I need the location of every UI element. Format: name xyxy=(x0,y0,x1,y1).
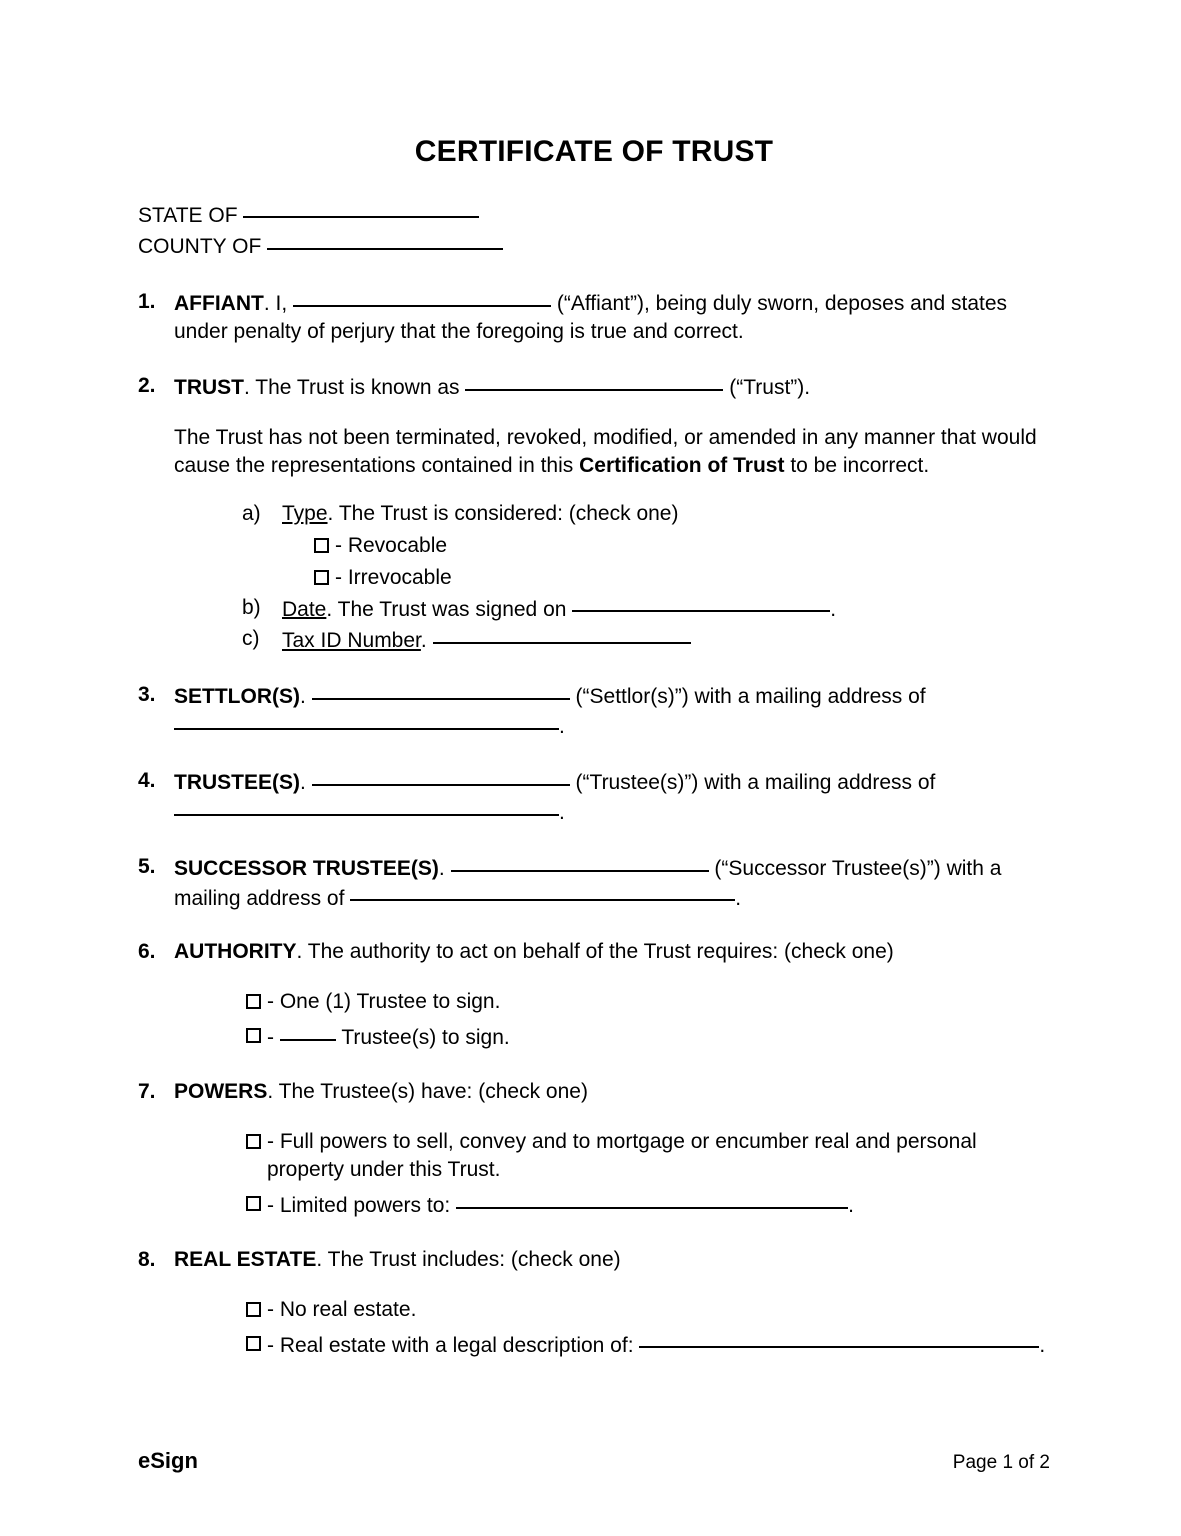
county-of-label: COUNTY OF xyxy=(138,234,262,258)
powers-option-full[interactable] xyxy=(246,1128,1050,1184)
successor-trustees-address-blank[interactable] xyxy=(350,880,735,902)
section-authority-number: 6. xyxy=(138,940,156,964)
trust-sub-b-text xyxy=(282,594,1050,624)
trustees-address-blank[interactable] xyxy=(174,794,559,816)
authority-option-n-suffix: Trustee(s) to sign. xyxy=(341,1026,510,1050)
successor-trustees-name-blank[interactable] xyxy=(451,850,709,872)
powers-option-limited-prefix: - Limited powers to: xyxy=(267,1193,451,1217)
trust-sub-c xyxy=(242,625,1050,655)
authority-option-n-trustees[interactable] xyxy=(246,1022,1050,1052)
powers-options xyxy=(246,1128,1050,1220)
state-of-blank[interactable] xyxy=(243,197,479,219)
trust-sublist xyxy=(242,500,1050,655)
trust-sub-b-term: Date xyxy=(282,597,327,621)
section-powers xyxy=(138,1078,1050,1220)
settlors-name-blank[interactable] xyxy=(312,678,570,700)
real-estate-option-suffix: . xyxy=(1039,1333,1046,1357)
trust-statement-part1: The Trust has not been terminated, revoked, modified, or amended in any manner that would cause the representations contained in this xyxy=(174,425,1037,477)
real-estate-option-with-description-label xyxy=(267,1330,1050,1360)
checkbox-icon[interactable] xyxy=(246,1028,261,1043)
section-settlors xyxy=(138,681,1050,741)
section-real-estate-heading: REAL ESTATE xyxy=(174,1247,317,1271)
section-affiant-heading: AFFIANT xyxy=(174,292,264,316)
trust-statement-part2: to be incorrect. xyxy=(790,453,930,477)
section-settlors-text-end: . xyxy=(559,715,565,739)
checkbox-icon[interactable] xyxy=(314,538,329,553)
trust-type-option-irrevocable[interactable] xyxy=(314,564,1050,592)
section-trust-heading: TRUST xyxy=(174,375,244,399)
affiant-name-blank[interactable] xyxy=(293,285,551,307)
section-real-estate-body xyxy=(174,1246,1050,1360)
section-trustees-text-after: (“Trustee(s)”) with a mailing address of xyxy=(575,770,936,794)
authority-option-n-prefix: - xyxy=(267,1026,274,1050)
trust-sub-c-label: c) xyxy=(242,627,260,651)
section-settlors-heading: SETTLOR(S) xyxy=(174,685,300,709)
trust-type-option-revocable[interactable] xyxy=(314,532,1050,560)
trust-sub-c-term: Tax ID Number xyxy=(282,629,421,653)
section-affiant xyxy=(138,288,1050,346)
state-of-label: STATE OF xyxy=(138,203,238,227)
checkbox-icon[interactable] xyxy=(314,570,329,585)
trust-statement-bold-term: Certification of Trust xyxy=(579,453,785,477)
powers-option-full-label: - Full powers to sell, convey and to mortgage or encumber real and personal property under this Trust. xyxy=(267,1130,977,1181)
section-settlors-text-before: . xyxy=(300,685,306,709)
section-powers-number: 7. xyxy=(138,1080,156,1104)
section-trustees-heading: TRUSTEE(S) xyxy=(174,770,300,794)
section-powers-heading: POWERS xyxy=(174,1080,268,1104)
section-settlors-text-after: (“Settlor(s)”) with a mailing address of xyxy=(575,685,926,709)
state-of-line xyxy=(138,200,1050,231)
authority-options xyxy=(246,988,1050,1052)
trust-sub-a-text xyxy=(282,500,1050,528)
section-trust xyxy=(138,372,1050,655)
section-authority-text: . The authority to act on behalf of the Trust requires: (check one) xyxy=(296,940,894,964)
section-real-estate xyxy=(138,1246,1050,1360)
section-successor-trustees-body xyxy=(174,853,1050,913)
county-of-blank[interactable] xyxy=(267,228,503,250)
trust-sub-a-term: Type xyxy=(282,501,328,525)
section-authority-heading: AUTHORITY xyxy=(174,940,297,964)
checkbox-icon[interactable] xyxy=(246,1134,261,1149)
section-settlors-number: 3. xyxy=(138,683,156,707)
settlors-address-blank[interactable] xyxy=(174,708,559,730)
trust-statement-paragraph xyxy=(174,424,1050,480)
checkbox-icon[interactable] xyxy=(246,994,261,1009)
trust-sub-a xyxy=(242,500,1050,528)
section-settlors-body xyxy=(174,681,1050,741)
real-estate-option-prefix: - Real estate with a legal description of: xyxy=(267,1333,634,1357)
trust-sub-b xyxy=(242,594,1050,624)
section-powers-text: . The Trustee(s) have: (check one) xyxy=(267,1080,588,1104)
trust-signed-date-blank[interactable] xyxy=(572,591,830,613)
section-successor-trustees xyxy=(138,853,1050,913)
authority-option-n-label xyxy=(267,1022,1050,1052)
trust-sub-a-desc: . The Trust is considered: (check one) xyxy=(327,501,679,525)
jurisdiction-block xyxy=(138,200,1050,263)
section-trust-text-before: . The Trust is known as xyxy=(244,375,460,399)
trust-sub-c-text xyxy=(282,625,1050,655)
authority-option-one-label: - One (1) Trustee to sign. xyxy=(267,990,501,1014)
section-authority-body xyxy=(174,938,1050,1052)
section-successor-trustees-text-end: . xyxy=(735,886,742,910)
trust-type-revocable-label: - Revocable xyxy=(335,533,448,557)
trust-sub-b-label: b) xyxy=(242,595,261,619)
trust-type-irrevocable-label: - Irrevocable xyxy=(335,565,452,589)
section-successor-trustees-text-after: (“Successor Trustee(s)”) with a mailing address of xyxy=(174,856,1002,910)
county-of-line xyxy=(138,231,1050,262)
real-estate-option-none[interactable] xyxy=(246,1296,1050,1324)
section-affiant-text-before: . I, xyxy=(263,292,288,316)
section-successor-trustees-number: 5. xyxy=(138,854,156,878)
authority-trustee-count-blank[interactable] xyxy=(280,1019,336,1041)
section-affiant-text-after: (“Affiant”), being duly sworn, deposes and states under penalty of perjury that the foregoing is true and correct. xyxy=(174,292,1008,344)
section-trustees-text-before: . xyxy=(300,770,306,794)
section-trustees xyxy=(138,767,1050,827)
powers-option-limited-label xyxy=(267,1190,1050,1220)
trust-name-blank[interactable] xyxy=(465,369,723,391)
trust-sub-c-desc: . xyxy=(420,629,427,653)
section-trustees-text-end: . xyxy=(559,800,565,824)
page-footer xyxy=(138,1448,1050,1474)
checkbox-icon[interactable] xyxy=(246,1196,261,1211)
trust-sub-b-end: . xyxy=(830,597,837,621)
trust-sub-b-desc: . The Trust was signed on xyxy=(326,597,567,621)
trustees-name-blank[interactable] xyxy=(312,764,570,786)
section-powers-body xyxy=(174,1078,1050,1220)
section-trust-text-after: (“Trust”). xyxy=(729,375,811,399)
section-trustees-body xyxy=(174,767,1050,827)
checkbox-icon[interactable] xyxy=(246,1302,261,1317)
section-successor-trustees-heading: SUCCESSOR TRUSTEE(S) xyxy=(174,856,439,880)
section-affiant-number: 1. xyxy=(138,290,156,314)
trust-sub-a-label: a) xyxy=(242,501,261,525)
powers-limited-description-blank[interactable] xyxy=(456,1187,848,1209)
authority-option-one-trustee[interactable] xyxy=(246,988,1050,1016)
real-estate-options xyxy=(246,1296,1050,1360)
document-content xyxy=(138,0,1050,1359)
section-trust-number: 2. xyxy=(138,374,156,398)
section-affiant-body xyxy=(174,288,1050,346)
section-real-estate-number: 8. xyxy=(138,1247,156,1271)
section-successor-trustees-text-before: . xyxy=(438,856,445,880)
section-real-estate-text: . The Trust includes: (check one) xyxy=(316,1247,621,1271)
checkbox-icon[interactable] xyxy=(246,1336,261,1351)
real-estate-legal-description-blank[interactable] xyxy=(639,1327,1039,1349)
trust-tax-id-blank[interactable] xyxy=(433,622,691,644)
powers-option-limited-suffix: . xyxy=(848,1193,854,1217)
page-number: Page 1 of 2 xyxy=(952,1452,1050,1473)
brand-logo: eSign xyxy=(138,1448,198,1473)
real-estate-option-with-description[interactable] xyxy=(246,1330,1050,1360)
real-estate-option-none-label: - No real estate. xyxy=(267,1297,417,1321)
powers-option-limited[interactable] xyxy=(246,1190,1050,1220)
section-authority xyxy=(138,938,1050,1052)
page-title: CERTIFICATE OF TRUST xyxy=(414,135,774,168)
section-trust-body xyxy=(174,372,1050,655)
section-trustees-number: 4. xyxy=(138,768,156,792)
